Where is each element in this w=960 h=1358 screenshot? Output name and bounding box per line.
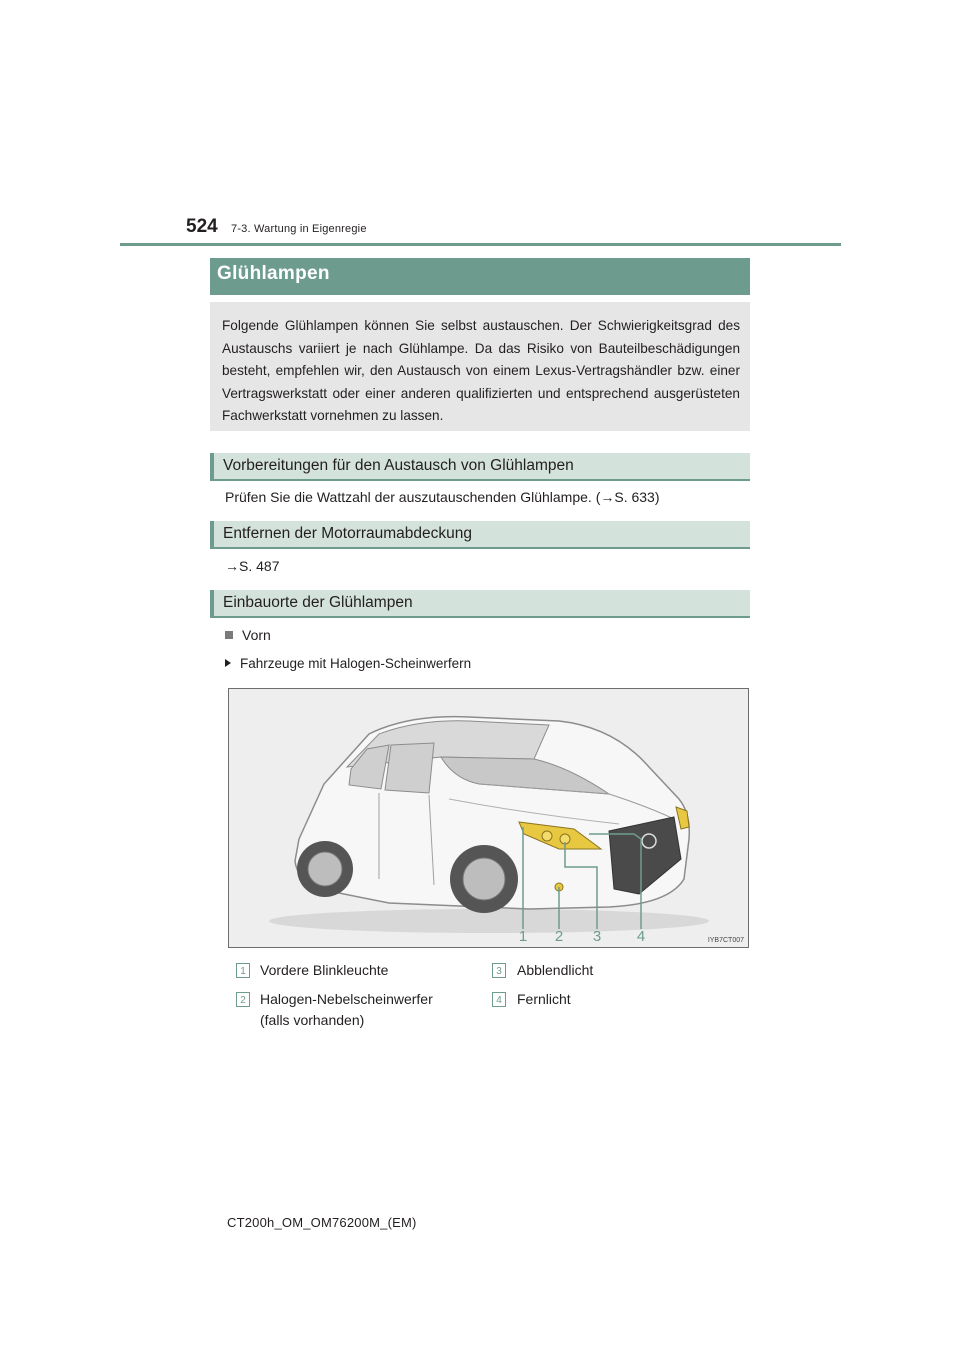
header-divider	[120, 243, 841, 246]
section-heading-text: Vorbereitungen für den Austausch von Glühlampen	[223, 457, 574, 474]
legend-item-1	[236, 961, 250, 979]
legend-label-4: Fernlicht	[517, 991, 571, 1007]
section-reference: 7-3. Wartung in Eigenregie	[231, 223, 367, 235]
legend-number: 3	[492, 963, 506, 978]
page-number: 524	[186, 216, 218, 237]
section-heading-engine-cover	[210, 521, 750, 549]
title-bar	[210, 258, 750, 295]
intro-text: Folgende Glühlampen können Sie selbst austauschen. Der Schwierigkeitsgrad des Austauschs variiert je nach Glühlampe. Da das Risiko von Bauteilbeschädigungen besteht, empfehlen wir, den Austausch von einem Lexus-Vertragshändler bzw. einer Vertragswerkstatt oder einer anderen qualifizierten und entsprechend ausgerüsteten Fachwerkstatt vornehmen zu lassen.	[222, 318, 740, 423]
legend-label-1: Vordere Blinkleuchte	[260, 962, 389, 978]
legend-number: 4	[492, 992, 506, 1007]
legend-item-4	[492, 990, 506, 1008]
subsection-label: Vorn	[242, 627, 271, 643]
section-heading-locations	[210, 590, 750, 618]
engine-cover-reference: →S. 487	[225, 558, 280, 574]
variant-halogen	[225, 656, 471, 671]
car-front-view-image	[229, 689, 749, 948]
legend-number: 2	[236, 992, 250, 1007]
legend-number: 1	[236, 963, 250, 978]
section-heading-text: Entfernen der Motorraumabdeckung	[223, 525, 473, 542]
car-illustration	[228, 688, 749, 948]
figure-code: IYB7CT007	[707, 937, 744, 944]
intro-box	[210, 302, 750, 431]
callout-3: 3	[592, 928, 602, 945]
preparation-text: Prüfen Sie die Wattzahl der auszutauschenden Glühlampe. (→S. 633)	[225, 489, 660, 505]
page-title: Glühlampen	[217, 263, 330, 284]
triangle-bullet-icon	[225, 659, 231, 667]
subsection-front	[225, 627, 271, 643]
legend-label-3: Abblendlicht	[517, 962, 594, 978]
legend-item-2	[236, 990, 250, 1008]
legend-item-3	[492, 961, 506, 979]
footer-document-id: CT200h_OM_OM76200M_(EM)	[227, 1215, 417, 1230]
callout-2: 2	[554, 928, 564, 945]
section-heading-text: Einbauorte der Glühlampen	[223, 594, 413, 611]
legend-label-2: Halogen-Nebelscheinwerfer	[260, 991, 433, 1007]
section-heading-preparation	[210, 453, 750, 481]
square-bullet-icon	[225, 631, 233, 639]
variant-label: Fahrzeuge mit Halogen-Scheinwerfern	[240, 656, 472, 671]
legend-label-2-note: (falls vorhanden)	[260, 1012, 365, 1028]
callout-4: 4	[636, 928, 646, 945]
callout-1: 1	[518, 928, 528, 945]
